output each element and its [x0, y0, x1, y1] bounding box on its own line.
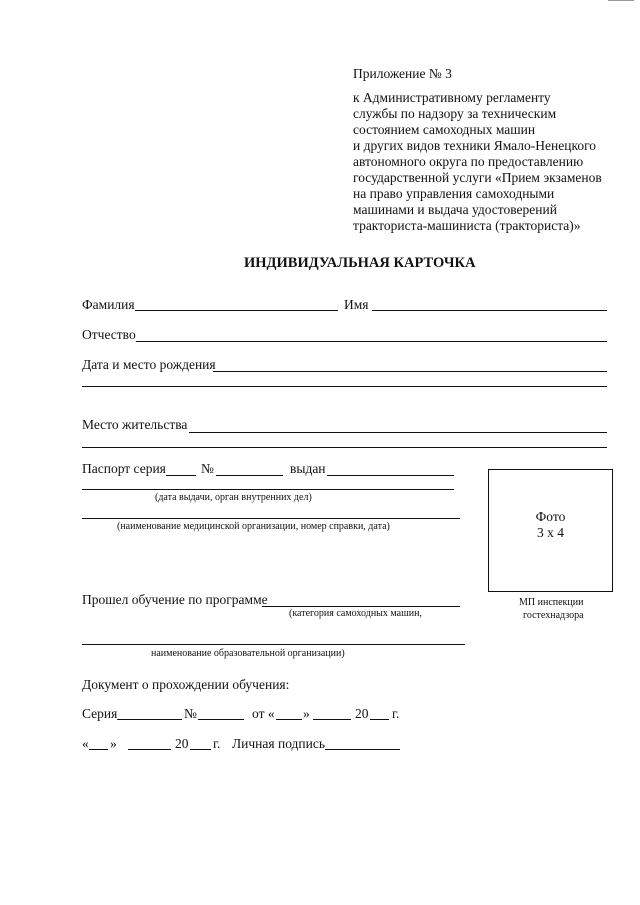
surname-field[interactable] [135, 310, 338, 311]
doc-day-field[interactable] [276, 719, 302, 720]
doc-month-field[interactable] [313, 719, 351, 720]
birth-field[interactable] [213, 371, 607, 372]
passport-series-label: Паспорт серия [82, 461, 166, 476]
appendix-line: к Административному регламенту [353, 90, 551, 105]
patronymic-field[interactable] [136, 341, 607, 342]
issued-field[interactable] [327, 475, 454, 476]
sig-day-field[interactable] [89, 749, 108, 750]
appendix-line: машинами и выдача удостоверений [353, 202, 557, 217]
appendix-line: службы по надзору за техническим [353, 106, 557, 121]
sig-year-prefix: 20 [175, 736, 189, 751]
birth-label: Дата и место рождения [82, 357, 216, 372]
appendix-line: состоянием самоходных машин [353, 122, 536, 137]
doc-year-prefix: 20 [355, 706, 369, 721]
appendix-line: государственной услуги «Прием экзаменов [353, 170, 602, 185]
appendix-line: и других видов техники Ямало-Ненецкого [353, 138, 597, 153]
signature-field[interactable] [325, 749, 400, 750]
stamp-line1: МП инспекции [519, 597, 584, 608]
doc-number-sign: № [184, 706, 197, 721]
photo-label: Фото [535, 509, 566, 524]
birth-field-line2[interactable] [82, 386, 607, 387]
surname-label: Фамилия [82, 297, 135, 312]
passport-number-sign: № [201, 461, 214, 476]
sig-year-field[interactable] [190, 749, 211, 750]
doc-series-field[interactable] [117, 719, 182, 720]
sig-date-open: « [82, 736, 89, 751]
category-note: (категория самоходных машин, [289, 608, 422, 619]
residence-label: Место жительства [82, 417, 188, 432]
appendix-line: на право управления самоходными [353, 186, 555, 201]
doc-number-field[interactable] [198, 719, 244, 720]
appendix-line: тракториста-машиниста (тракториста)» [353, 218, 581, 233]
photo-box [488, 469, 613, 592]
photo-size: 3 х 4 [537, 525, 564, 540]
passport-number-field[interactable] [216, 475, 283, 476]
org-field[interactable] [82, 644, 465, 645]
issued-field-line2[interactable] [82, 489, 454, 490]
name-label: Имя [344, 297, 369, 312]
sig-month-field[interactable] [128, 749, 171, 750]
name-field[interactable] [372, 310, 607, 311]
doc-heading: Документ о прохождении обучения: [82, 677, 290, 692]
appendix-line: автономного округа по предоставлению [353, 154, 584, 169]
passport-series-field[interactable] [166, 475, 196, 476]
doc-from-label: от « [252, 706, 275, 721]
doc-year-suffix: г. [392, 706, 400, 721]
sig-date-close: » [110, 736, 117, 751]
residence-field-line2[interactable] [82, 447, 607, 448]
patronymic-label: Отчество [82, 327, 136, 342]
signature-label: Личная подпись [232, 736, 326, 751]
medical-field[interactable] [82, 518, 460, 519]
appendix-number: Приложение № 3 [353, 66, 452, 81]
training-label: Прошел обучение по программе [82, 592, 268, 607]
issued-label: выдан [290, 461, 326, 476]
doc-year-field[interactable] [370, 719, 389, 720]
doc-quote-close: » [303, 706, 310, 721]
issue-note: (дата выдачи, орган внутренних дел) [155, 492, 312, 503]
org-note: наименование образовательной организации) [151, 648, 345, 659]
corner-mark [608, 0, 634, 1]
card-title: ИНДИВИДУАЛЬНАЯ КАРТОЧКА [244, 255, 476, 271]
training-field[interactable] [262, 606, 460, 607]
doc-series-label: Серия [82, 706, 118, 721]
stamp-line2: гостехнадзора [523, 610, 584, 621]
residence-field[interactable] [189, 432, 607, 433]
medical-note: (наименование медицинской организации, номер справки, дата) [117, 521, 390, 532]
sig-year-suffix: г. [213, 736, 221, 751]
